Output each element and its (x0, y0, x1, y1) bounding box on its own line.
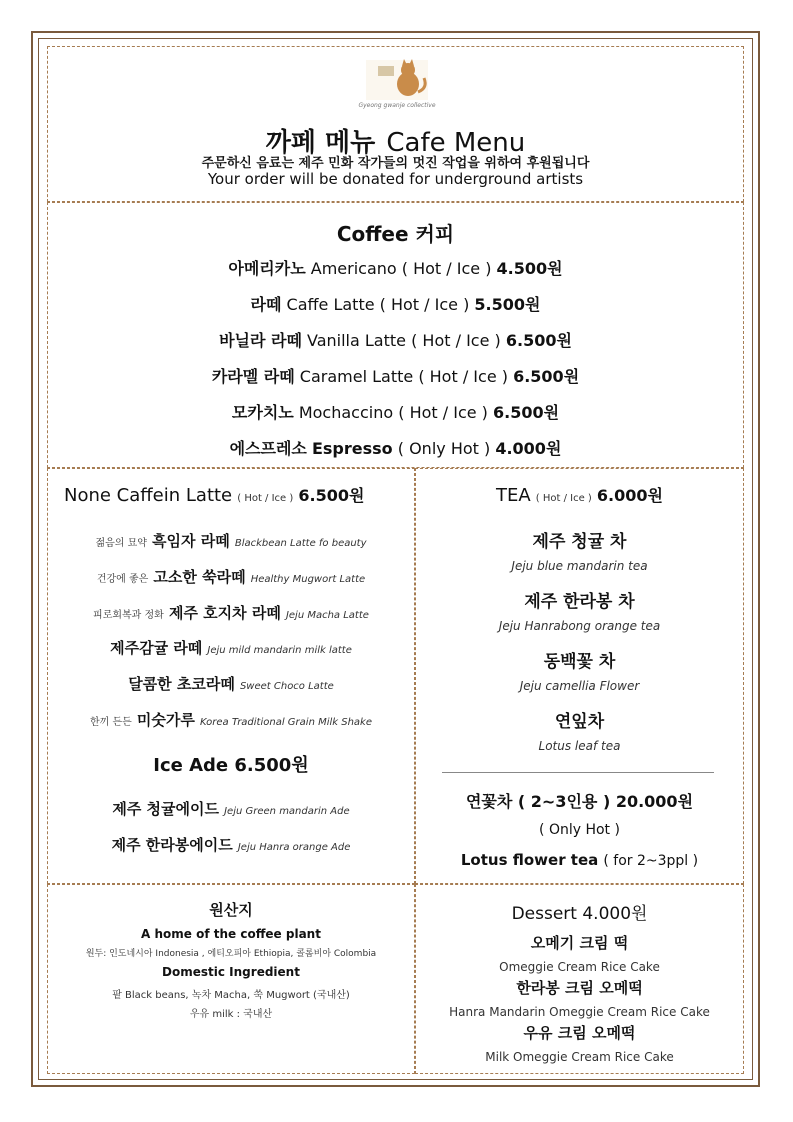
origin-title: 원산지 (209, 901, 253, 919)
coffee-opt: ( Hot / Ice ) (379, 295, 470, 314)
coffee-price: 4.500원 (496, 259, 563, 278)
coffee-item (47, 436, 744, 459)
coffee-price: 6.500원 (513, 367, 580, 386)
latte-ko: 고소한 쑥라떼 (153, 568, 246, 586)
title-en: Cafe Menu (386, 128, 526, 158)
origin-coffee-heading: A home of the coffee plant (141, 927, 321, 941)
logo-text: Gyeong gwanje collective (358, 102, 436, 109)
coffee-opt: ( Only Hot ) (397, 439, 491, 458)
coffee-item (47, 328, 744, 351)
dessert-ko: 한라봉 크림 오메떡 (516, 979, 643, 997)
latte-item (47, 566, 415, 587)
latte-note: 피로회복과 정화 (93, 610, 164, 621)
origin-domestic-line2: 우유 milk : 국내산 (189, 1009, 273, 1020)
latte-note: 건강에 좋은 (96, 574, 149, 585)
ade-en: Jeju Hanra orange Ade (237, 842, 351, 853)
coffee-price: 6.500원 (493, 403, 560, 422)
coffee-en: Caffe Latte (286, 295, 375, 314)
tea-ko: 연잎차 (554, 712, 605, 732)
title-ko: 까페 메뉴 (265, 128, 376, 158)
coffee-opt: ( Hot / Ice ) (398, 403, 488, 422)
latte-ko: 제주 호지차 라떼 (168, 604, 281, 622)
tea-en: Jeju blue mandarin tea (511, 559, 648, 573)
latte-en: Healthy Mugwort Latte (250, 574, 366, 585)
tea-title: TEA (496, 485, 531, 506)
coffee-opt: ( Hot / Ice ) (401, 259, 492, 278)
tea-ko: 제주 청귤 차 (532, 532, 627, 552)
coffee-en: Mochaccino (298, 403, 394, 422)
origin-domestic-line1: 팥 Black beans, 녹차 Macha, 쑥 Mugwort (국내산) (112, 990, 350, 1001)
coffee-ko: 바닐라 라떼 (219, 331, 302, 350)
dessert-ko: 우유 크림 오메떡 (523, 1024, 636, 1042)
coffee-en: Vanilla Latte (307, 331, 406, 350)
coffee-price: 6.500원 (505, 331, 572, 350)
latte-price: 6.500원 (298, 486, 365, 505)
coffee-ko: 아메리카노 (228, 259, 306, 278)
tea-price: 6.000원 (596, 486, 663, 505)
coffee-price: 4.000원 (495, 439, 562, 458)
latte-item (47, 673, 415, 694)
dessert-title: Dessert 4.000원 (511, 904, 648, 924)
ade-item (47, 834, 415, 855)
tea-en: Jeju Hanrabong orange tea (498, 619, 661, 633)
tea-ko: 동백꽃 차 (543, 652, 616, 672)
latte-en: Blackbean Latte fo beauty (234, 538, 367, 549)
tea-ko: 제주 한라봉 차 (524, 592, 635, 612)
latte-item (47, 530, 415, 551)
latte-note: 한끼 든든 (89, 717, 132, 728)
dessert-en: Hanra Mandarin Omeggie Cream Rice Cake (449, 1005, 710, 1019)
coffee-item (47, 292, 744, 315)
ade-title: Ice Ade 6.500원 (153, 755, 309, 776)
latte-note: 젊음의 묘약 (95, 538, 147, 549)
subtitle-en: Your order will be donated for underground artists (207, 170, 584, 188)
coffee-price: 5.500원 (474, 295, 541, 314)
coffee-en: Americano (310, 259, 397, 278)
latte-item (47, 709, 415, 730)
latte-en: Jeju mild mandarin milk latte (207, 645, 352, 656)
latte-title-row (64, 483, 364, 506)
latte-en: Korea Traditional Grain Milk Shake (199, 717, 372, 728)
dessert-en: Milk Omeggie Cream Rice Cake (485, 1050, 674, 1064)
lotus-line3 (415, 850, 744, 869)
coffee-ko: 모카치노 (231, 403, 294, 422)
tea-en: Lotus leaf tea (538, 739, 621, 753)
coffee-opt: ( Hot / Ice ) (418, 367, 508, 386)
latte-item (47, 637, 415, 658)
latte-ko: 미숫가루 (136, 711, 195, 729)
coffee-item (47, 256, 744, 279)
lotus-line1: 연꽃차 ( 2~3인용 ) 20.000원 (465, 792, 694, 811)
latte-en: Sweet Choco Latte (239, 681, 334, 692)
origin-coffee-line: 원두: 인도네시아 Indonesia , 에티오피아 Ethiopia, 콜롬비아 Colombia (85, 949, 377, 959)
latte-item (47, 602, 415, 623)
coffee-opt: ( Hot / Ice ) (411, 331, 501, 350)
tea-opt: ( Hot / Ice ) (535, 493, 592, 504)
ade-en: Jeju Green mandarin Ade (224, 806, 350, 817)
latte-ko: 달콤한 초코라떼 (128, 675, 235, 693)
origin-domestic-heading: Domestic Ingredient (162, 965, 300, 979)
dessert-ko: 오메기 크림 떡 (530, 934, 629, 952)
coffee-ko: 카라멜 라떼 (211, 367, 295, 386)
latte-en: Jeju Macha Latte (285, 610, 369, 621)
latte-title: None Caffein Latte (64, 485, 233, 506)
lotus-line2: ( Only Hot ) (539, 822, 620, 838)
dessert-en: Omeggie Cream Rice Cake (499, 960, 660, 974)
coffee-ko: 에스프레소 (229, 439, 307, 458)
latte-ko: 제주감귤 라떼 (110, 639, 203, 657)
tea-en: Jeju camellia Flower (519, 679, 640, 693)
coffee-en: Caramel Latte (299, 367, 414, 386)
tea-divider (442, 772, 714, 773)
latte-opt: ( Hot / Ice ) (237, 493, 294, 504)
latte-ko: 흑임자 라떼 (152, 532, 230, 550)
ade-ko: 제주 한라봉에이드 (111, 836, 233, 854)
ade-item (47, 798, 415, 819)
ade-ko: 제주 청귤에이드 (112, 800, 220, 818)
coffee-en: Espresso (311, 439, 393, 458)
logo (356, 58, 438, 114)
subtitle-ko: 주문하신 음료는 제주 민화 작가들의 멋진 작업을 위하여 후원됩니다 (201, 156, 590, 171)
coffee-item (47, 400, 744, 423)
coffee-item (47, 364, 744, 387)
lotus-ppl: ( for 2~3ppl ) (603, 853, 699, 869)
lotus-en: Lotus flower tea (460, 851, 599, 869)
tea-title-row (415, 483, 744, 506)
coffee-ko: 라떼 (250, 295, 282, 314)
coffee-title: Coffee 커피 (336, 222, 455, 246)
